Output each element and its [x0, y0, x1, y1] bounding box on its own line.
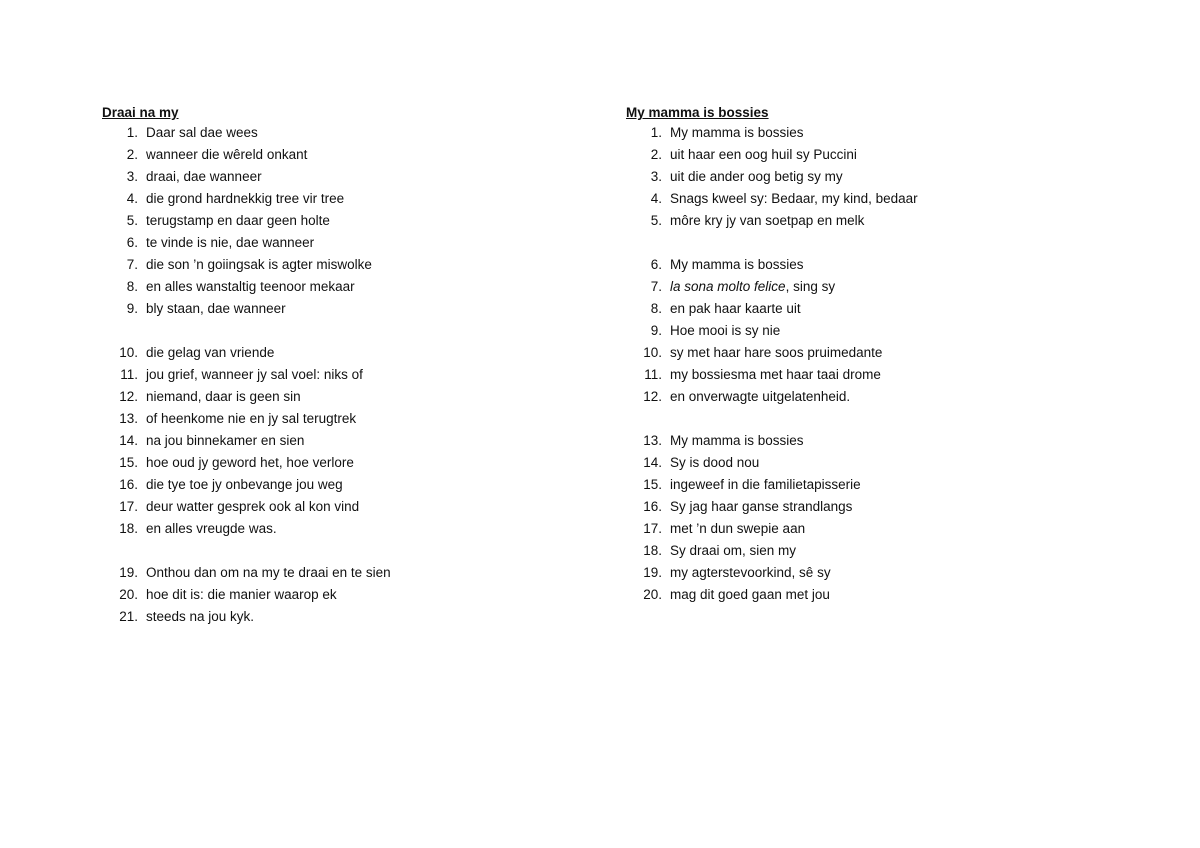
line-number: 4.: [650, 191, 662, 206]
poem-title: Draai na my: [102, 105, 179, 120]
line-number: 16.: [119, 477, 138, 492]
line-number: 5.: [650, 213, 662, 228]
line-text: wanneer die wêreld onkant: [146, 147, 308, 162]
line-text: te vinde is nie, dae wanneer: [146, 235, 315, 250]
line-number: 9.: [650, 323, 662, 338]
line-text: bly staan, dae wanneer: [146, 301, 286, 316]
poem-line: [102, 584, 542, 606]
line-number: 4.: [126, 191, 138, 206]
poem-line: [102, 144, 542, 166]
poem-line: [626, 320, 1066, 342]
line-number: 2.: [650, 147, 662, 162]
poem-line: [102, 474, 542, 496]
line-number: 6.: [126, 235, 138, 250]
poem-line: [102, 386, 542, 408]
line-text: steeds na jou kyk.: [146, 609, 255, 624]
poem-line: [102, 408, 542, 430]
line-number: 3.: [650, 169, 662, 184]
line-number: 8.: [126, 279, 138, 294]
line-text: uit die ander oog betig sy my: [670, 169, 843, 184]
line-number: 19.: [643, 565, 662, 580]
line-text: Daar sal dae wees: [146, 125, 258, 140]
poem-line: [102, 276, 542, 298]
line-text: en pak haar kaarte uit: [670, 301, 801, 316]
line-text: môre kry jy van soetpap en melk: [670, 213, 865, 228]
poem-line: [102, 430, 542, 452]
line-number: 20.: [643, 587, 662, 602]
line-number: 16.: [643, 499, 662, 514]
stanza: [626, 122, 1066, 232]
line-number: 1.: [650, 125, 662, 140]
line-number: 18.: [643, 543, 662, 558]
line-number: 17.: [643, 521, 662, 536]
poem-line: [102, 254, 542, 276]
poem-line: [102, 298, 542, 320]
line-text: [670, 276, 1066, 298]
line-number: 15.: [643, 477, 662, 492]
line-text: Sy jag haar ganse strandlangs: [670, 499, 853, 514]
stanza: [102, 122, 542, 320]
poem-line: [626, 518, 1066, 540]
poem-line: [102, 210, 542, 232]
line-text: en alles wanstaltig teenoor mekaar: [146, 279, 355, 294]
stanza: [626, 254, 1066, 408]
poem-line: [626, 496, 1066, 518]
line-text: my bossiesma met haar taai drome: [670, 367, 881, 382]
line-number: 9.: [126, 301, 138, 316]
line-number: 11.: [120, 367, 138, 382]
line-number: 13.: [119, 411, 138, 426]
line-text: draai, dae wanneer: [146, 169, 262, 184]
line-number: 2.: [126, 147, 138, 162]
line-number: 11.: [644, 367, 662, 382]
poem-title: My mamma is bossies: [626, 105, 769, 120]
line-text: Sy draai om, sien my: [670, 543, 797, 558]
line-text: die tye toe jy onbevange jou weg: [146, 477, 343, 492]
poem-line: [102, 188, 542, 210]
poem-line: [102, 452, 542, 474]
line-text: Onthou dan om na my te draai en te sien: [146, 565, 391, 580]
line-text: My mamma is bossies: [670, 433, 804, 448]
line-number: 6.: [650, 257, 662, 272]
poem-line: [102, 232, 542, 254]
poem-draai-na-my: [102, 103, 542, 628]
poem-line: [626, 210, 1066, 232]
line-text: en onverwagte uitgelatenheid.: [670, 389, 851, 404]
poem-line: [626, 166, 1066, 188]
line-number: 7.: [650, 279, 662, 294]
poem-line: [626, 386, 1066, 408]
poem-line: [626, 584, 1066, 606]
poem-line: [626, 474, 1066, 496]
line-number: 19.: [119, 565, 138, 580]
line-text: Sy is dood nou: [670, 455, 760, 470]
line-text: hoe oud jy geword het, hoe verlore: [146, 455, 354, 470]
line-text: My mamma is bossies: [670, 125, 804, 140]
poem-line: [102, 166, 542, 188]
poem-line: [626, 122, 1066, 144]
poem-line: [102, 342, 542, 364]
line-text: mag dit goed gaan met jou: [670, 587, 830, 602]
line-text: terugstamp en daar geen holte: [146, 213, 330, 228]
poem-line: [102, 518, 542, 540]
line-number: 15.: [119, 455, 138, 470]
line-text: sy met haar hare soos pruimedante: [670, 345, 883, 360]
italic-phrase: la sona molto felice: [670, 279, 786, 294]
poem-line: [626, 430, 1066, 452]
line-number: 1.: [126, 125, 138, 140]
poem-line: [626, 188, 1066, 210]
poem-line: [102, 364, 542, 386]
poem-line: [626, 364, 1066, 386]
line-text: na jou binnekamer en sien: [146, 433, 305, 448]
line-number: 13.: [643, 433, 662, 448]
line-text: die gelag van vriende: [146, 345, 275, 360]
line-number: 20.: [119, 587, 138, 602]
stanza: [102, 562, 542, 628]
poem-line: [626, 254, 1066, 276]
line-text: ingeweef in die familietapisserie: [670, 477, 861, 492]
poem-line: [626, 342, 1066, 364]
line-text: uit haar een oog huil sy Puccini: [670, 147, 857, 162]
line-text: deur watter gesprek ook al kon vind: [146, 499, 360, 514]
poem-line: [102, 122, 542, 144]
line-number: 10.: [643, 345, 662, 360]
poem-line: [626, 540, 1066, 562]
line-number: 8.: [650, 301, 662, 316]
poem-line: [626, 276, 1066, 298]
poem-line: [102, 496, 542, 518]
poem-line: [102, 562, 542, 584]
line-number: 21.: [119, 609, 138, 624]
line-text: niemand, daar is geen sin: [146, 389, 301, 404]
poem-line: [626, 452, 1066, 474]
poem-line: [626, 144, 1066, 166]
stanza: [626, 430, 1066, 606]
stanza: [102, 342, 542, 540]
line-text: Hoe mooi is sy nie: [670, 323, 781, 338]
line-number: 12.: [643, 389, 662, 404]
line-number: 3.: [126, 169, 138, 184]
poem-line: [102, 606, 542, 628]
line-text: die son ’n goiingsak is agter miswolke: [146, 257, 372, 272]
line-text: die grond hardnekkig tree vir tree: [146, 191, 345, 206]
line-text: hoe dit is: die manier waarop ek: [146, 587, 337, 602]
line-text: My mamma is bossies: [670, 257, 804, 272]
line-number: 14.: [119, 433, 138, 448]
line-text-rest: , sing sy: [785, 279, 836, 294]
line-text: en alles vreugde was.: [146, 521, 277, 536]
line-number: 5.: [126, 213, 138, 228]
line-number: 7.: [126, 257, 138, 272]
poem-my-mamma-is-bossies: [626, 103, 1066, 606]
poem-line: [626, 298, 1066, 320]
line-text: met ’n dun swepie aan: [670, 521, 806, 536]
line-number: 18.: [119, 521, 138, 536]
line-number: 12.: [119, 389, 138, 404]
line-text: jou grief, wanneer jy sal voel: niks of: [146, 367, 363, 382]
poem-line: [626, 562, 1066, 584]
line-text: my agterstevoorkind, sê sy: [670, 565, 831, 580]
line-text: of heenkome nie en jy sal terugtrek: [146, 411, 357, 426]
line-number: 14.: [643, 455, 662, 470]
line-number: 10.: [119, 345, 138, 360]
line-number: 17.: [119, 499, 138, 514]
line-text: Snags kweel sy: Bedaar, my kind, bedaar: [670, 191, 918, 206]
